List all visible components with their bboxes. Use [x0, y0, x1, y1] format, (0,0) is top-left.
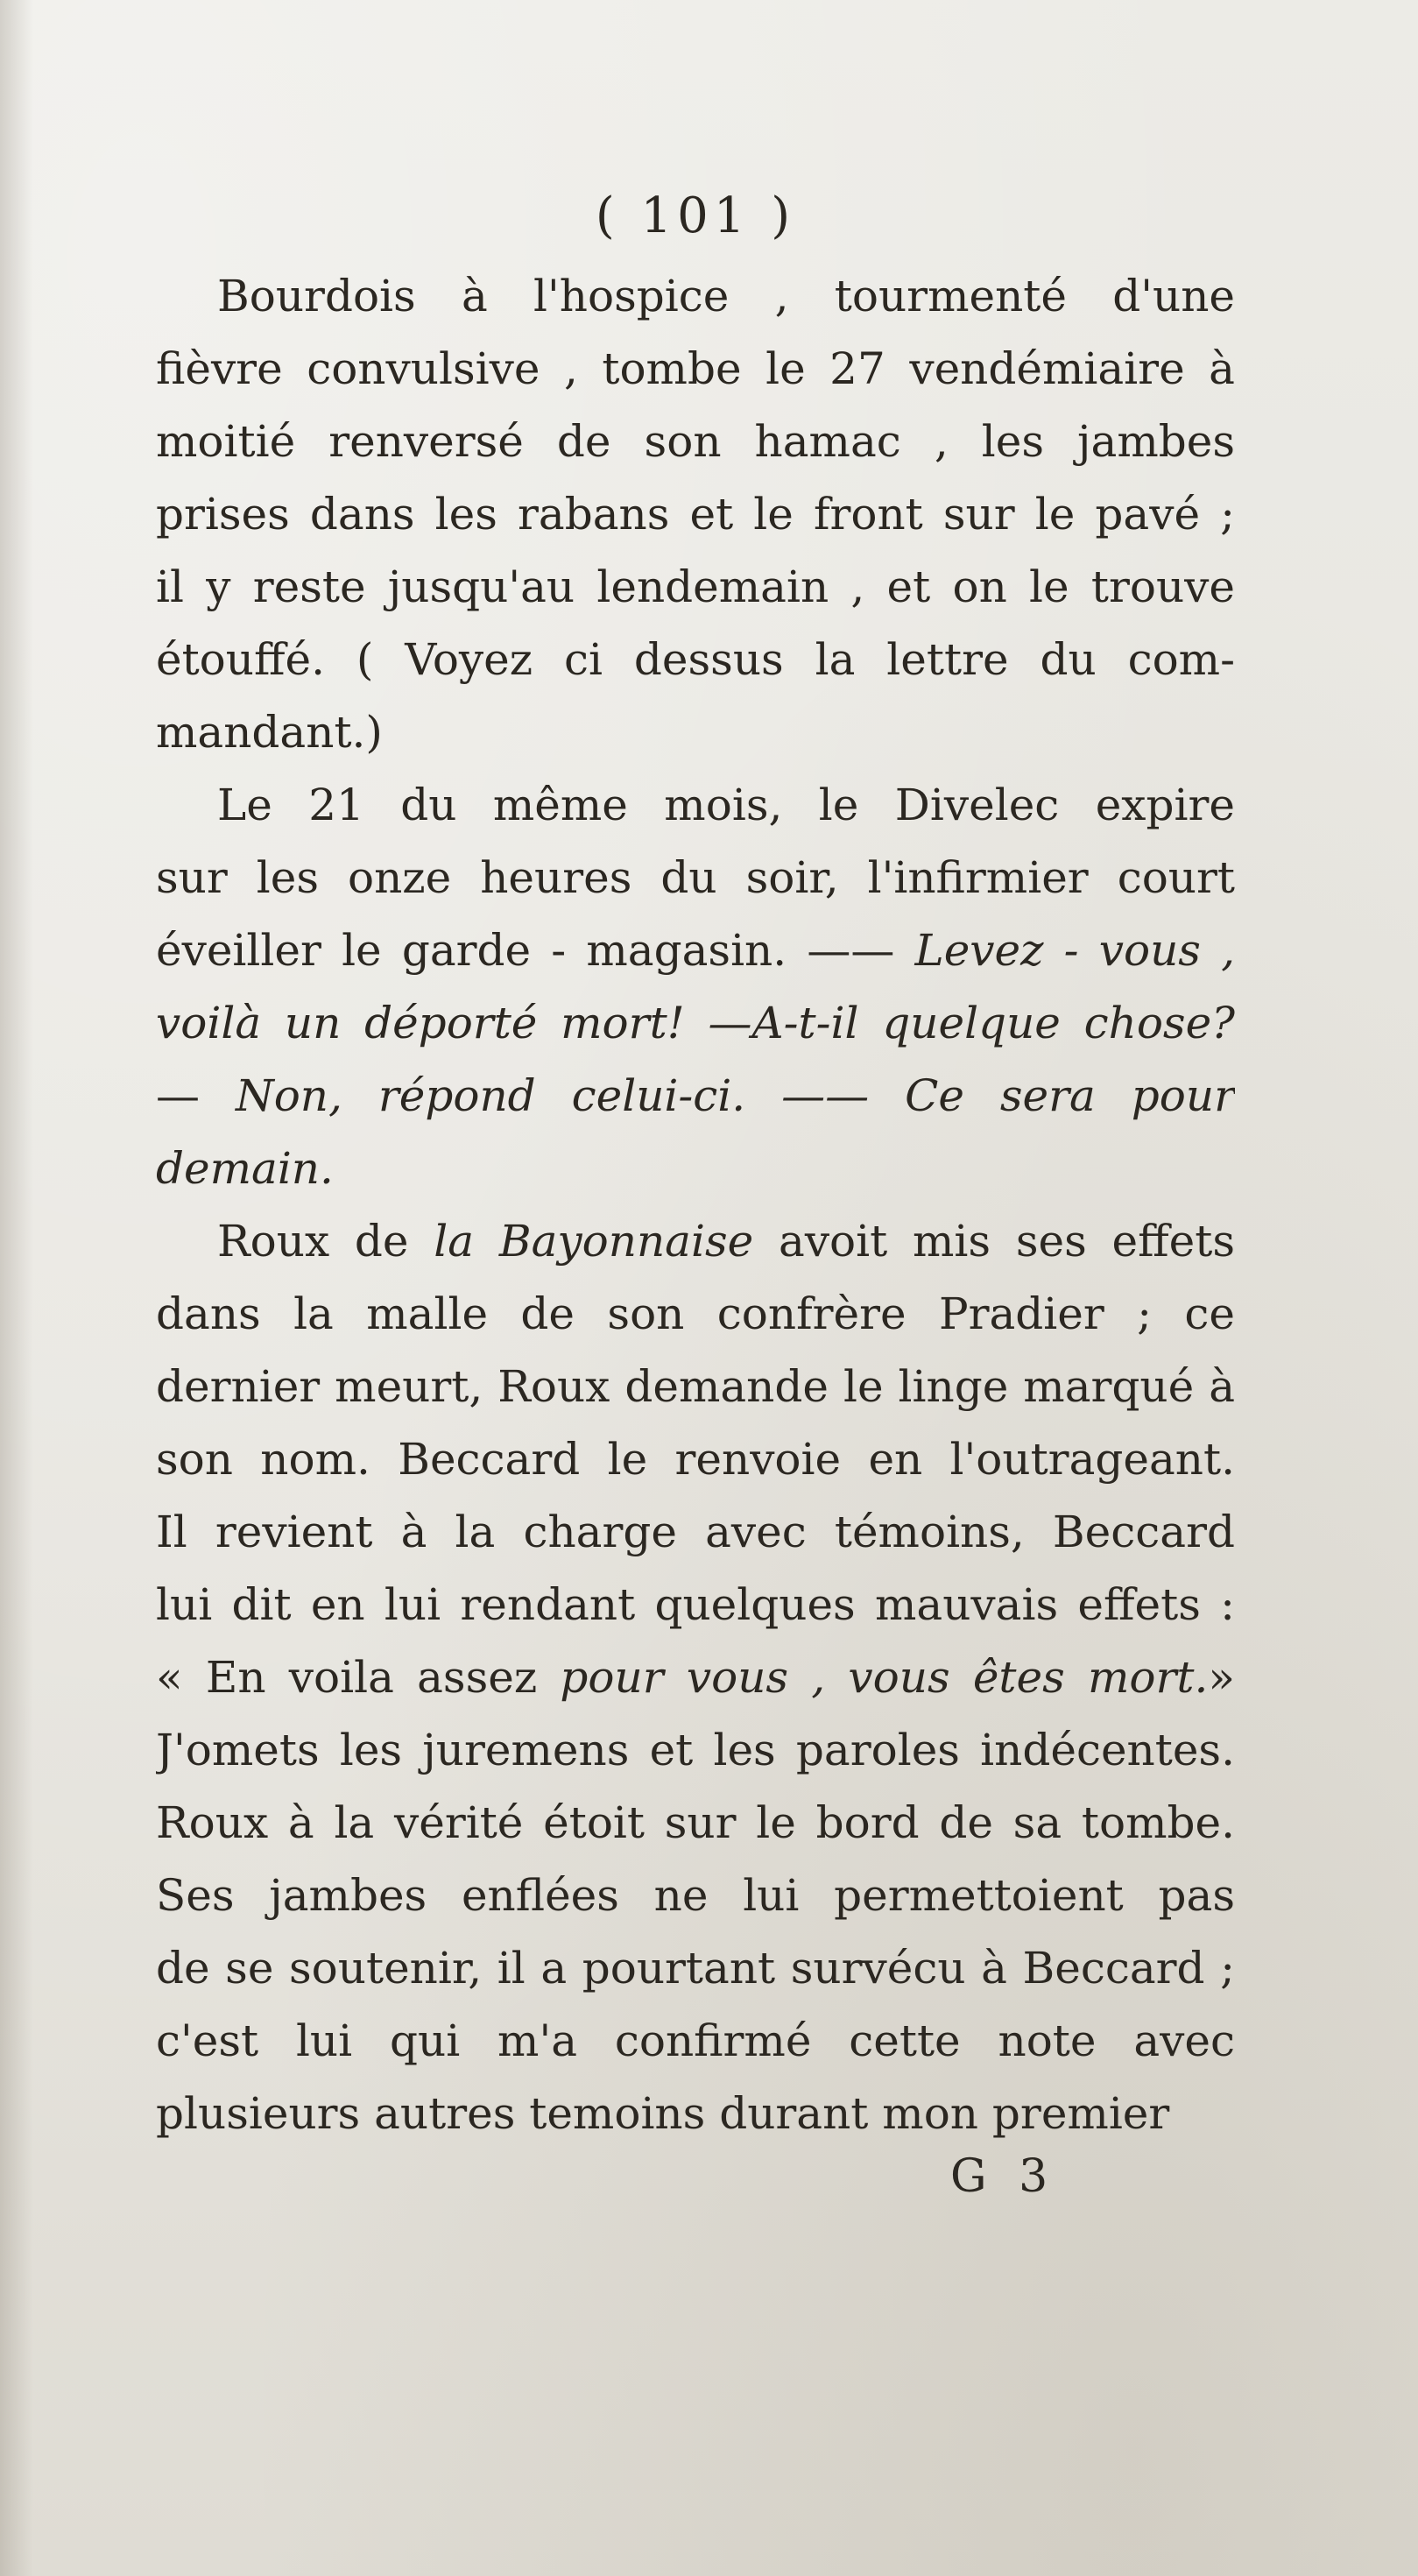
text-segment: il y reste jusqu'au lendemain , et on le trouve	[156, 561, 1235, 612]
text-segment: plusieurs autres temoins durant mon premier	[156, 2088, 1170, 2139]
body-text	[156, 260, 1235, 2150]
text-line	[156, 551, 1235, 624]
text-line	[156, 1714, 1235, 1787]
text-segment: dans la malle de son confrère Pradier ; ce	[156, 1288, 1235, 1339]
text-segment: Le 21 du même mois, le Divelec expire	[217, 780, 1235, 830]
text-line	[156, 2005, 1235, 2078]
text-segment: Il revient à la charge avec témoins, Beccard	[156, 1507, 1235, 1557]
page-number: ( 101 )	[595, 187, 796, 244]
text-segment: Ses jambes enflées ne lui permettoient pas	[156, 1870, 1235, 1921]
text-segment: avoit mis ses effets	[753, 1216, 1235, 1267]
text-line	[156, 1496, 1235, 1569]
text-segment: « En voila assez	[156, 1652, 561, 1703]
text-line	[156, 914, 1235, 987]
text-line	[156, 1860, 1235, 1932]
text-segment: J'omets les juremens et les paroles indécentes.	[156, 1725, 1235, 1775]
text-segment: sur les onze heures du soir, l'infirmier court	[156, 852, 1235, 903]
text-line	[156, 1787, 1235, 1860]
text-segment: Roux à la vérité étoit sur le bord de sa tombe.	[156, 1797, 1235, 1848]
signature-mark: G 3	[950, 2150, 1057, 2203]
text-segment: dernier meurt, Roux demande le linge marqué à	[156, 1361, 1235, 1412]
text-line	[156, 624, 1235, 696]
text-line	[156, 1932, 1235, 2005]
text-segment: de se soutenir, il a pourtant survécu à Beccard ;	[156, 1943, 1235, 1994]
text-line	[156, 1205, 1235, 1278]
italic-text: pour vous , vous êtes mort.	[560, 1652, 1209, 1703]
text-segment: fièvre convulsive , tombe le 27 vendémiaire à	[156, 343, 1235, 394]
text-segment: étouffé. ( Voyez ci dessus la lettre du com-	[156, 634, 1235, 685]
text-segment: éveiller le garde - magasin. ——	[156, 925, 915, 976]
text-segment: —	[156, 1070, 236, 1121]
text-line	[156, 478, 1235, 551]
text-segment: Roux de	[217, 1216, 434, 1267]
page-text	[156, 180, 1235, 2150]
text-line	[156, 769, 1235, 842]
gutter-shadow	[0, 0, 33, 2576]
text-line	[156, 406, 1235, 478]
text-segment: mandant.)	[156, 707, 383, 758]
text-segment: moitié renversé de son hamac , les jambes	[156, 416, 1235, 467]
text-line	[156, 1641, 1235, 1714]
text-line	[156, 2078, 1235, 2150]
text-segment: »	[1208, 1652, 1235, 1703]
text-segment: Bourdois à l'hospice , tourmenté d'une	[217, 271, 1235, 321]
text-line	[156, 1569, 1235, 1641]
italic-text: Levez - vous ,	[914, 925, 1235, 976]
text-segment: son nom. Beccard le renvoie en l'outrageant.	[156, 1434, 1235, 1485]
text-segment: lui dit en lui rendant quelques mauvais effets :	[156, 1579, 1235, 1630]
text-segment: prises dans les rabans et le front sur le pavé ;	[156, 489, 1235, 540]
italic-text: la Bayonnaise	[434, 1216, 754, 1267]
text-line	[156, 987, 1235, 1060]
italic-text: Non, répond celui-ci. —— Ce sera pour	[235, 1070, 1235, 1121]
italic-text: demain.	[156, 1143, 334, 1194]
text-line	[156, 260, 1235, 333]
text-line	[156, 333, 1235, 406]
text-line	[156, 1060, 1235, 1133]
italic-text: voilà un déporté mort! —A-t-il quelque chose?	[156, 998, 1235, 1048]
text-line	[156, 842, 1235, 914]
text-line	[156, 696, 1235, 769]
text-line	[156, 1278, 1235, 1351]
text-line	[156, 1133, 1235, 1205]
text-line	[156, 1423, 1235, 1496]
text-segment: c'est lui qui m'a confirmé cette note avec	[156, 2015, 1235, 2066]
text-line	[156, 1351, 1235, 1423]
